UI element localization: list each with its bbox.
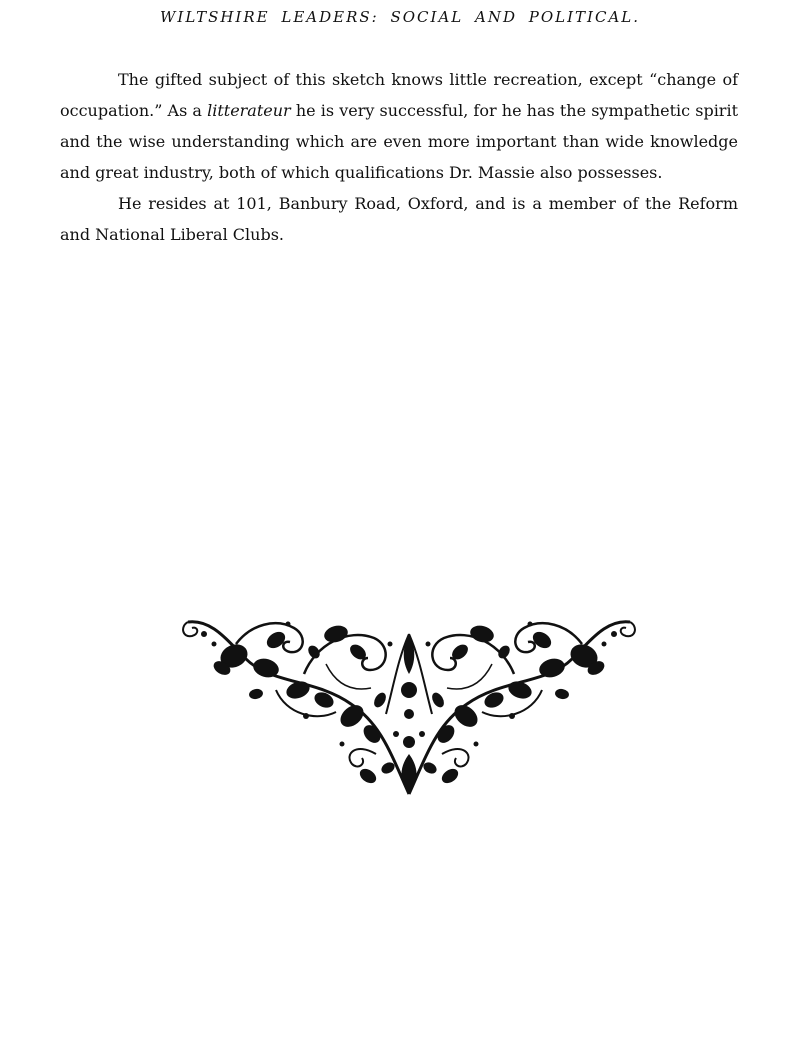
body-text — [60, 64, 738, 250]
paragraph-1-start: The gifted subject of this sketch knows little recreation, except “change of occupation.” As a — [60, 70, 738, 120]
paragraph-1-end: he is very successful, for he has the sympathetic spirit and the wise understanding which are even more important than wide knowledge and great industry, both of which qualifications Dr. Massie also possesses. — [60, 101, 738, 182]
paragraph-1-italic-term: litterateur — [207, 101, 291, 120]
running-head: WILTSHIRE LEADERS: SOCIAL AND POLITICAL. — [159, 8, 641, 26]
paragraph-2: He resides at 101, Banbury Road, Oxford, and is a member of the Reform and National Liberal Clubs. — [60, 194, 738, 244]
paragraph-1 — [60, 64, 738, 188]
floral-tailpiece-icon — [176, 604, 642, 800]
